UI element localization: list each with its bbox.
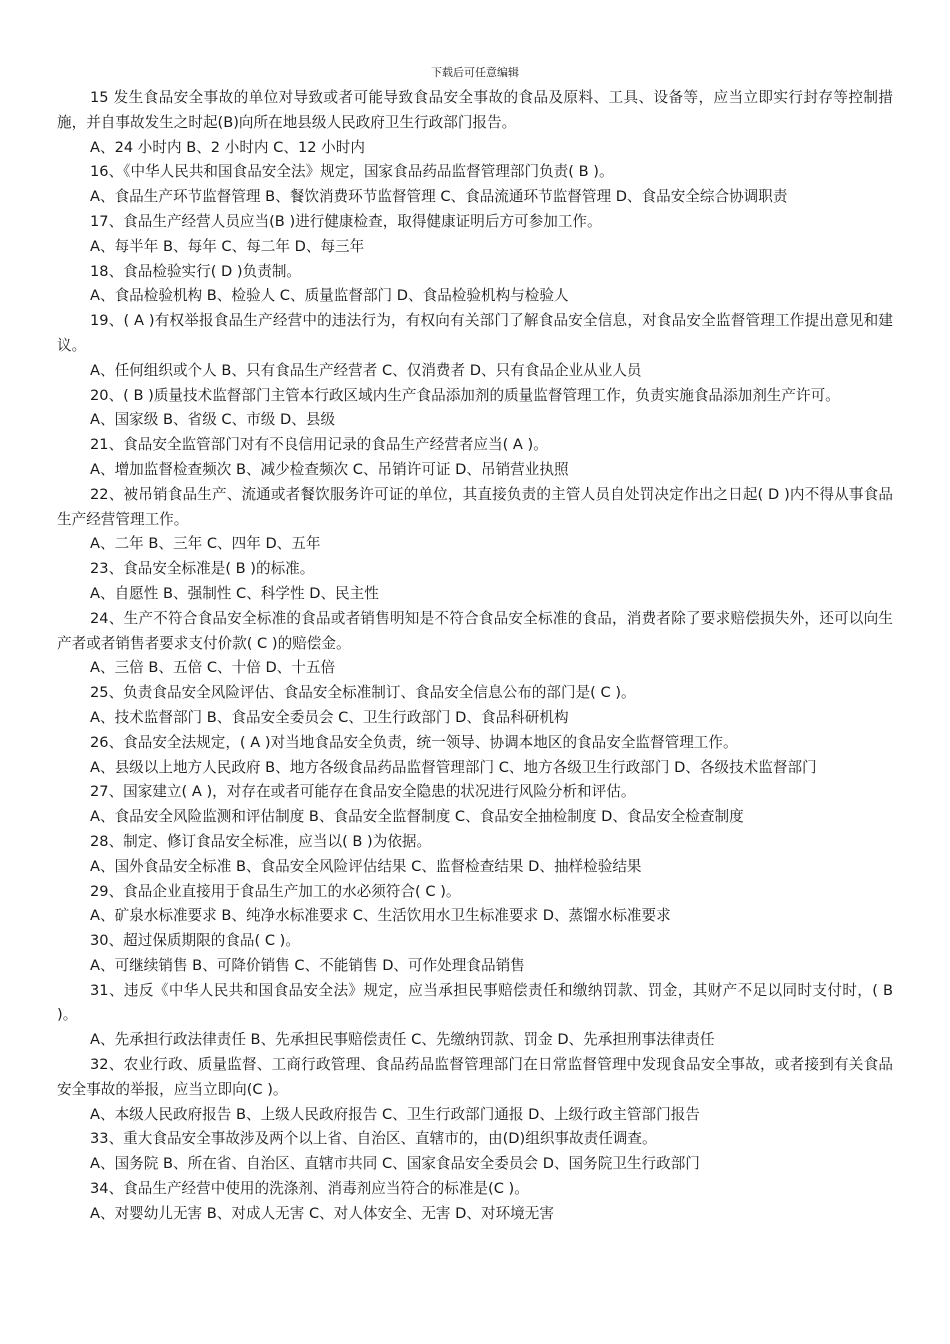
- question-23-options: A、自愿性 B、强制性 C、科学性 D、民主性: [90, 584, 379, 602]
- question-22-stem: 22、被吊销食品生产、流通或者餐饮服务许可证的单位，其直接负责的主管人员自处罚决定作出之日起( D )内不得从事食品生产经营管理工作。: [57, 485, 893, 528]
- question-31-options: A、先承担行政法律责任 B、先承担民事赔偿责任 C、先缴纳罚款、罚金 D、先承担刑事法律责任: [90, 1031, 715, 1049]
- question-21-options: A、增加监督检查频次 B、减少检查频次 C、吊销许可证 D、吊销营业执照: [90, 460, 569, 478]
- question-15-stem: 15 发生食品安全事故的单位对导致或者可能导致食品安全事故的食品及原料、工具、设备等，应当立即实行封存等控制措施，并自事故发生之时起(B)向所在地县级人民政府卫生行政部门报告。: [57, 89, 893, 131]
- question-25-options: A、技术监督部门 B、食品安全委员会 C、卫生行政部门 D、食品科研机构: [90, 708, 569, 726]
- question-28-options: A、国外食品安全标准 B、食品安全风险评估结果 C、监督检查结果 D、抽样检验结果: [90, 857, 642, 875]
- document-body: [57, 86, 893, 1227]
- question-20-stem: 20、( B )质量技术监督部门主管本行政区域内生产食品添加剂的质量监督管理工作，负责实施食品添加剂生产许可。: [90, 386, 840, 404]
- question-17-options: A、每半年 B、每年 C、每二年 D、每三年: [90, 237, 365, 255]
- question-22-options: A、二年 B、三年 C、四年 D、五年: [90, 535, 321, 553]
- question-23-stem: 23、食品安全标准是( B )的标准。: [90, 560, 315, 578]
- question-19-options: A、任何组织或个人 B、只有食品生产经营者 C、仅消费者 D、只有食品企业从业人员: [90, 361, 642, 379]
- question-28-stem: 28、制定、修订食品安全标准，应当以( B )为依据。: [90, 832, 432, 850]
- question-33-stem: 33、重大食品安全事故涉及两个以上省、自治区、直辖市的，由(D)组织事故责任调查。: [90, 1130, 657, 1148]
- question-30-stem: 30、超过保质期限的食品( C )。: [90, 932, 300, 950]
- question-31-stem: 31、违反《中华人民共和国食品安全法》规定，应当承担民事赔偿责任和缴纳罚款、罚金，其财产不足以同时支付时，( B )。: [57, 981, 893, 1024]
- question-30-options: A、可继续销售 B、可降价销售 C、不能销售 D、可作处理食品销售: [90, 956, 525, 974]
- question-34-options: A、对婴幼儿无害 B、对成人无害 C、对人体安全、无害 D、对环境无害: [90, 1204, 554, 1222]
- question-25-stem: 25、负责食品安全风险评估、食品安全标准制订、食品安全信息公布的部门是( C )。: [90, 684, 636, 702]
- question-32-stem: 32、农业行政、质量监督、工商行政管理、食品药品监督管理部门在日常监督管理中发现食品安全事故，或者接到有关食品安全事故的举报，应当立即向(C )。: [57, 1056, 893, 1098]
- question-24-options: A、三倍 B、五倍 C、十倍 D、十五倍: [90, 659, 336, 677]
- page-header: 下载后可任意编辑: [431, 66, 519, 79]
- question-27-stem: 27、国家建立( A )，对存在或者可能存在食品安全隐患的状况进行风险分析和评估。: [90, 783, 636, 801]
- question-15-options: A、24 小时内 B、2 小时内 C、12 小时内: [90, 138, 365, 156]
- question-29-stem: 29、食品企业直接用于食品生产加工的水必须符合( C )。: [90, 882, 461, 900]
- question-29-options: A、矿泉水标准要求 B、纯净水标准要求 C、生活饮用水卫生标准要求 D、蒸馏水标准要求: [90, 907, 671, 925]
- question-18-stem: 18、食品检验实行( D )负责制。: [90, 262, 302, 280]
- question-19-stem: 19、( A )有权举报食品生产经营中的违法行为，有权向有关部门了解食品安全信息，对食品安全监督管理工作提出意见和建议。: [57, 312, 893, 354]
- question-16-options: A、食品生产环节监督管理 B、餐饮消费环节监督管理 C、食品流通环节监督管理 D、食品安全综合协调职责: [90, 188, 788, 206]
- question-27-options: A、食品安全风险监测和评估制度 B、食品安全监督制度 C、食品安全抽检制度 D、食品安全检查制度: [90, 808, 744, 826]
- question-33-options: A、国务院 B、所在省、自治区、直辖市共同 C、国家食品安全委员会 D、国务院卫生行政部门: [90, 1155, 700, 1173]
- question-32-options: A、本级人民政府报告 B、上级人民政府报告 C、卫生行政部门通报 D、上级行政主管部门报告: [90, 1105, 700, 1123]
- question-26-options: A、县级以上地方人民政府 B、地方各级食品药品监督管理部门 C、地方各级卫生行政部门 D、各级技术监督部门: [90, 758, 817, 776]
- question-18-options: A、食品检验机构 B、检验人 C、质量监督部门 D、食品检验机构与检验人: [90, 287, 569, 305]
- question-26-stem: 26、食品安全法规定，( A )对当地食品安全负责，统一领导、协调本地区的食品安全监督管理工作。: [90, 733, 738, 751]
- question-16-stem: 16、《中华人民共和国食品安全法》规定，国家食品药品监督管理部门负责( B )。: [90, 163, 614, 181]
- question-24-stem: 24、生产不符合食品安全标准的食品或者销售明知是不符合食品安全标准的食品，消费者除了要求赔偿损失外，还可以向生产者或者销售者要求支付价款( C )的赔偿金。: [57, 609, 893, 652]
- question-17-stem: 17、食品生产经营人员应当(B )进行健康检查，取得健康证明后方可参加工作。: [90, 212, 602, 230]
- question-34-stem: 34、食品生产经营中使用的洗涤剂、消毒剂应当符合的标准是(C )。: [90, 1180, 529, 1198]
- question-20-options: A、国家级 B、省级 C、市级 D、县级: [90, 411, 336, 429]
- question-21-stem: 21、食品安全监管部门对有不良信用记录的食品生产经营者应当( A )。: [90, 436, 548, 454]
